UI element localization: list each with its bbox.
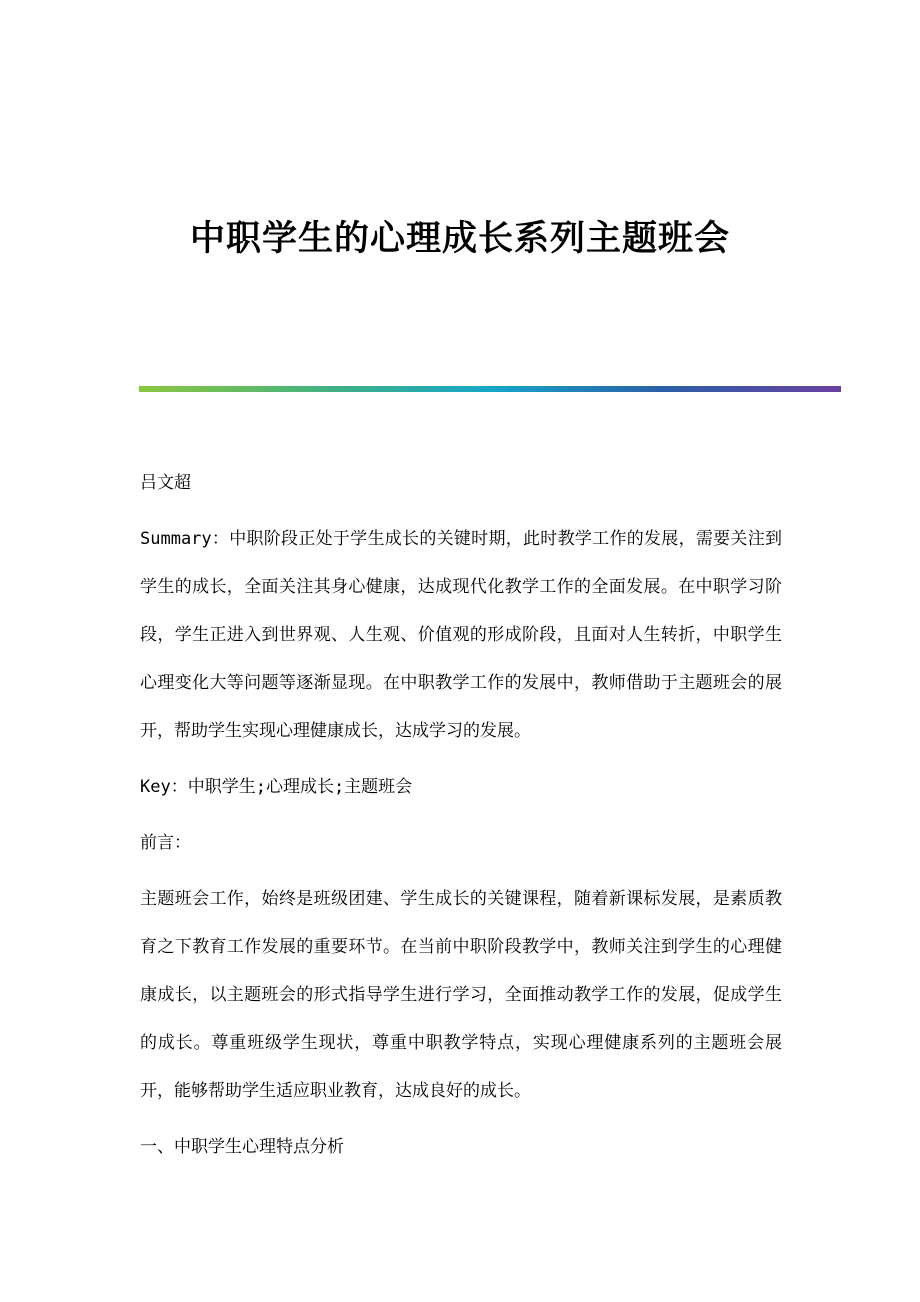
keywords-line: Key：中职学生;心理成长;主题班会	[140, 777, 413, 797]
preface-label: 前言：	[140, 833, 191, 853]
document-title: 中职学生的心理成长系列主题班会	[189, 218, 730, 259]
title-divider	[139, 386, 841, 392]
summary-paragraph: Summary：中职阶段正处于学生成长的关键时期，此时教学工作的发展，需要关注到学生的成长，全面关注其身心健康，达成现代化教学工作的全面发展。在中职学习阶段，学生正进入到世界观、人生观、价值观的形成阶段，且面对人生转折，中职学生心理变化大等问题等逐渐显现。在中职教学工作的发展中，教师借助于主题班会的展开，帮助学生实现心理健康成长，达成学习的发展。	[140, 529, 782, 741]
intro-paragraph: 主题班会工作，始终是班级团建、学生成长的关键课程，随着新课标发展，是素质教育之下教育工作发展的重要环节。在当前中职阶段教学中，教师关注到学生的心理健康成长，以主题班会的形式指导学生进行学习，全面推动教学工作的发展，促成学生的成长。尊重班级学生现状，尊重中职教学特点，实现心理健康系列的主题班会展开，能够帮助学生适应职业教育，达成良好的成长。	[140, 889, 782, 1101]
section-heading: 一、中职学生心理特点分析	[140, 1137, 344, 1157]
author-name: 吕文超	[140, 473, 191, 493]
